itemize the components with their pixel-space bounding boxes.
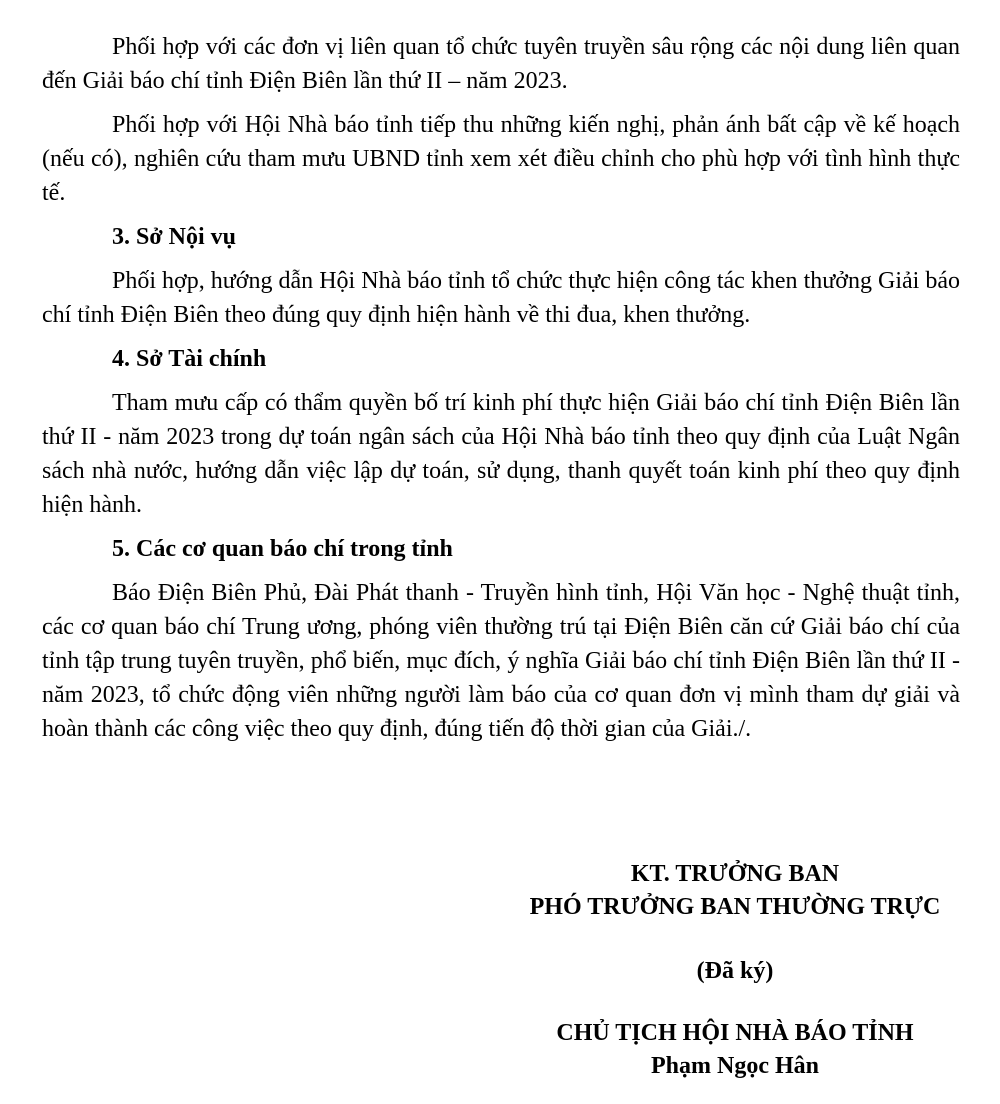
- document-body: [42, 30, 960, 746]
- signature-title-line-2: PHÓ TRƯỞNG BAN THƯỜNG TRỰC: [529, 894, 941, 920]
- section-heading-press-agencies: 5. Các cơ quan báo chí trong tỉnh: [112, 536, 453, 562]
- section-body-press-agencies: Báo Điện Biên Phủ, Đài Phát thanh - Truyền hình tỉnh, Hội Văn học - Nghệ thuật tỉnh, các cơ quan báo chí Trung ương, phóng viên thường trú tại Điện Biên căn cứ Giải báo chí của tỉnh tập trung tuyên truyền, phổ biến, mục đích, ý nghĩa Giải báo chí tỉnh Điện Biên lần thứ II - năm 2023, tổ chức động viên những người làm báo của cơ quan đơn vị mình tham dự giải và hoàn thành các công việc theo quy định, đúng tiến độ thời gian của Giải./.: [42, 580, 960, 742]
- section-body-finance: Tham mưu cấp có thẩm quyền bố trí kinh phí thực hiện Giải báo chí tỉnh Điện Biên lần thứ II - năm 2023 trong dự toán ngân sách của Hội Nhà báo tỉnh theo quy định của Luật Ngân sách nhà nước, hướng dẫn việc lập dự toán, sử dụng, thanh quyết toán kinh phí theo quy định hiện hành.: [42, 390, 960, 518]
- signature-status: [480, 955, 990, 988]
- signed-note: (Đã ký): [696, 958, 774, 984]
- paragraph-coordinate-propaganda: Phối hợp với các đơn vị liên quan tổ chức tuyên truyền sâu rộng các nội dung liên quan đến Giải báo chí tỉnh Điện Biên lần thứ II – năm 2023.: [42, 34, 960, 94]
- signatory-name: Phạm Ngọc Hân: [651, 1053, 819, 1079]
- paragraph-coordinate-journalists: Phối hợp với Hội Nhà báo tỉnh tiếp thu những kiến nghị, phản ánh bất cập về kế hoạch (nếu có), nghiên cứu tham mưu UBND tỉnh xem xét điều chỉnh cho phù hợp với tình hình thực tế.: [42, 112, 960, 206]
- signatory-block: [480, 1017, 990, 1083]
- section-heading-home-affairs: 3. Sở Nội vụ: [112, 224, 236, 250]
- signature-title-block: [480, 858, 990, 924]
- signatory-position: CHỦ TỊCH HỘI NHÀ BÁO TỈNH: [556, 1020, 914, 1046]
- signature-title-line-1: KT. TRƯỞNG BAN: [630, 861, 840, 887]
- section-body-home-affairs: Phối hợp, hướng dẫn Hội Nhà báo tỉnh tổ chức thực hiện công tác khen thưởng Giải báo chí tỉnh Điện Biên theo đúng quy định hiện hành về thi đua, khen thưởng.: [42, 268, 960, 328]
- section-heading-finance: 4. Sở Tài chính: [112, 346, 267, 372]
